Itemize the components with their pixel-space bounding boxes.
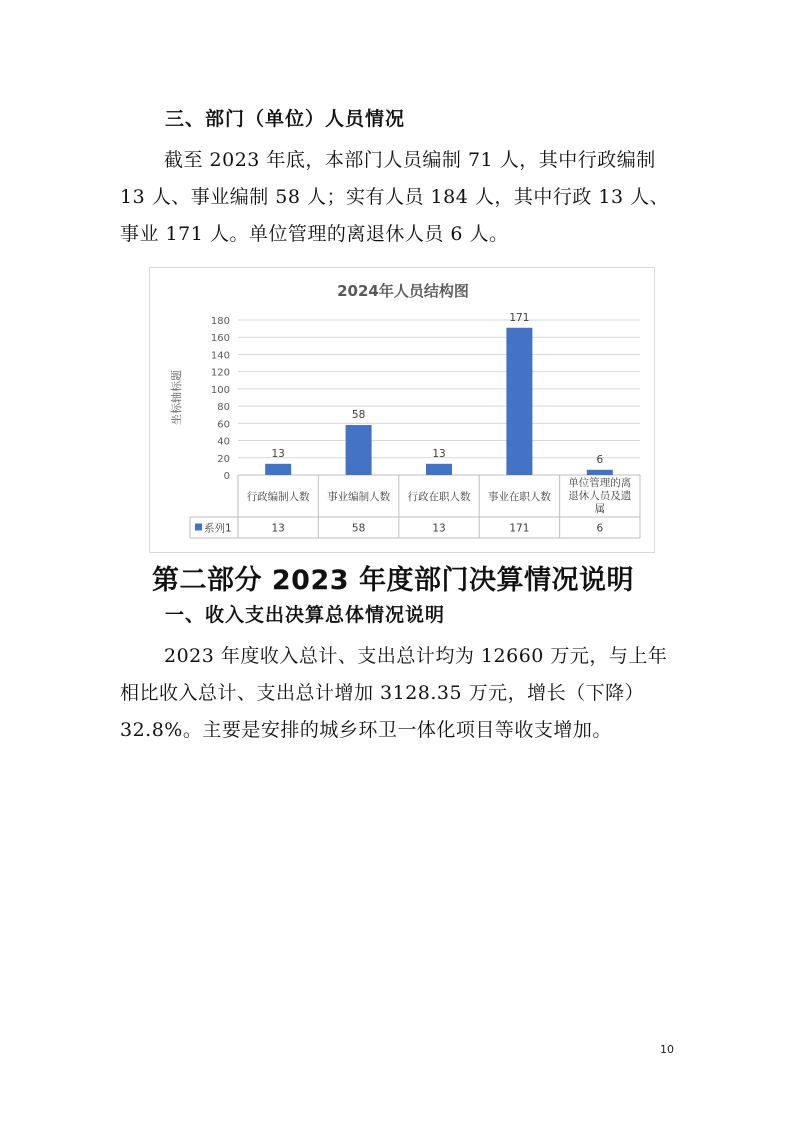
- bar: [426, 464, 452, 475]
- y-tick-label: 60: [217, 419, 230, 431]
- paragraph-line: 截至 2023 年底，本部门人员编制 71 人，其中行政编制: [164, 149, 656, 171]
- legend-key: [195, 524, 202, 531]
- table-value: 171: [509, 522, 530, 535]
- x-category-label: 事业在职人数: [487, 491, 551, 503]
- part-title: 第二部分 2023 年度部门决算情况说明: [152, 565, 634, 596]
- data-label: 13: [271, 447, 285, 460]
- x-category-label: 单位管理的离: [568, 477, 632, 489]
- paragraph-line: 相比收入总计、支出总计增加 3128.35 万元，增长（下降）: [120, 682, 645, 704]
- y-tick-label: 140: [210, 350, 230, 362]
- paragraph-line: 事业 171 人。单位管理的离退休人员 6 人。: [120, 223, 509, 245]
- y-tick-label: 0: [223, 471, 230, 482]
- chart-svg: [150, 268, 656, 554]
- y-tick-label: 160: [210, 333, 230, 345]
- bar: [587, 470, 613, 475]
- paragraph-line: 13 人、事业编制 58 人；实有人员 184 人，其中行政 13 人、: [120, 186, 670, 208]
- y-tick-label: 40: [217, 436, 230, 448]
- table-value: 58: [351, 522, 366, 535]
- data-label: 13: [432, 447, 446, 460]
- x-category-label: 行政编制人数: [246, 491, 310, 503]
- data-label: 6: [596, 453, 604, 466]
- series-name: 系列1: [204, 522, 232, 535]
- y-tick-label: 80: [217, 402, 230, 414]
- x-category-label: 退休人员及遗: [568, 490, 632, 502]
- page-number: 10: [660, 1043, 674, 1056]
- y-tick-label: 180: [210, 316, 230, 327]
- budget-paragraph: [120, 638, 680, 749]
- x-category-label: 事业编制人数: [327, 491, 391, 503]
- y-tick-label: 120: [210, 367, 230, 379]
- section-heading: 三、部门（单位）人员情况: [165, 108, 406, 130]
- data-label: 171: [509, 311, 530, 324]
- chart-title: 2024年人员结构图: [337, 282, 469, 300]
- y-tick-label: 20: [217, 453, 230, 465]
- x-category-label: 属: [594, 503, 606, 515]
- table-value: 13: [271, 522, 285, 535]
- y-axis-title: 坐标轴标题: [170, 370, 183, 425]
- bar: [346, 425, 372, 475]
- bar: [265, 464, 291, 475]
- bar: [506, 328, 532, 475]
- x-category-label: 行政在职人数: [407, 491, 471, 503]
- paragraph-line: 2023 年度收入总计、支出总计均为 12660 万元，与上年: [164, 645, 668, 667]
- y-tick-label: 100: [210, 384, 230, 396]
- data-label: 58: [351, 409, 366, 422]
- paragraph-line: 32.8%。主要是安排的城乡环卫一体化项目等收支增加。: [120, 719, 612, 741]
- sub-heading: 一、收入支出决算总体情况说明: [165, 604, 446, 626]
- personnel-structure-chart: [149, 267, 655, 553]
- table-value: 6: [596, 522, 604, 535]
- personnel-paragraph: [120, 142, 680, 253]
- table-value: 13: [432, 522, 446, 535]
